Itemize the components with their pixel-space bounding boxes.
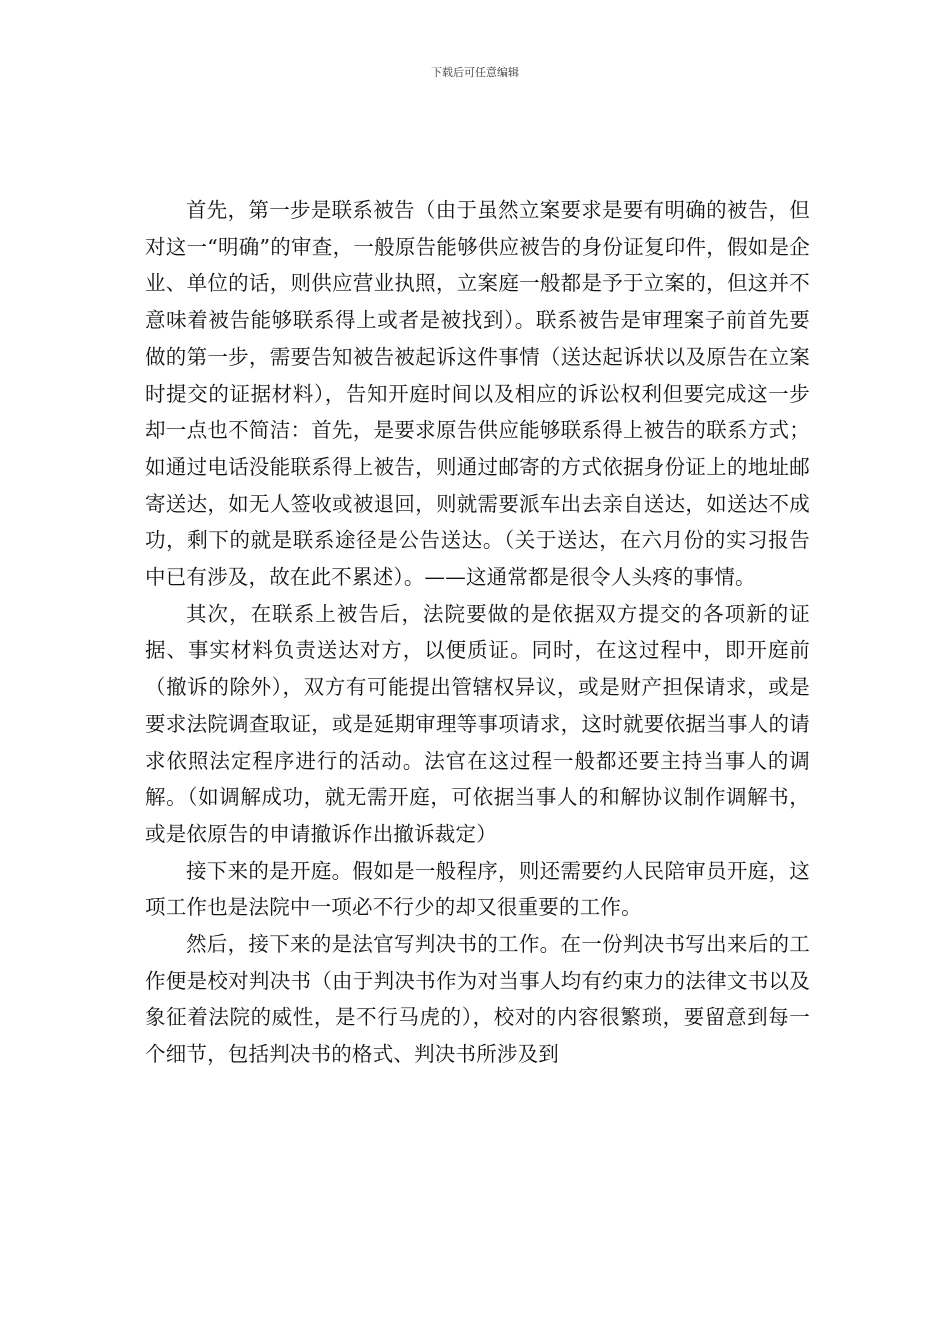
paragraph-judgment-writing: 然后，接下来的是法官写判决书的工作。在一份判决书写出来后的工作便是校对判决书（由于判决书作为对当事人均有约束力的法律文书以及象征着法院的威性，是不行马虎的），校对的内容很繁琐，要留意到每一个细节，包括判决书的格式、判决书所涉及到 xyxy=(145,932,810,1067)
paragraph-court-hearing: 接下来的是开庭。假如是一般程序，则还需要约人民陪审员开庭，这项工作也是法院中一项必不行少的却又很重要的工作。 xyxy=(145,858,810,920)
paragraph-evidence-exchange: 其次，在联系上被告后，法院要做的是依据双方提交的各项新的证据、事实材料负责送达对方，以便质证。同时，在这过程中，即开庭前（撤诉的除外），双方有可能提出管辖权异议，或是财产担保请求，或是要求法院调查取证，或是延期审理等事项请求，这时就要依据当事人的请求依照法定程序进行的活动。法官在这过程一般都还要主持当事人的调解。（如调解成功，就无需开庭，可依据当事人的和解协议制作调解书，或是依原告的申请撤诉作出撤诉裁定） xyxy=(145,601,810,846)
document-body xyxy=(145,192,810,1073)
page-header: 下载后可任意编辑 xyxy=(431,66,519,79)
paragraph-contacting-defendant: 首先，第一步是联系被告（由于虽然立案要求是要有明确的被告，但对这一“明确”的审查，一般原告能够供应被告的身份证复印件，假如是企业、单位的话，则供应营业执照，立案庭一般都是予于立案的，但这并不意味着被告能够联系得上或者是被找到）。联系被告是审理案子前首先要做的第一步，需要告知被告被起诉这件事情（送达起诉状以及原告在立案时提交的证据材料），告知开庭时间以及相应的诉讼权利但要完成这一步却一点也不简洁：首先，是要求原告供应能够联系得上被告的联系方式；如通过电话没能联系得上被告，则通过邮寄的方式依据身份证上的地址邮寄送达，如无人签收或被退回，则就需要派车出去亲自送达，如送达不成功，剩下的就是联系途径是公告送达。（关于送达，在六月份的实习报告中已有涉及，故在此不累述）。——这通常都是很令人头疼的事情。 xyxy=(145,198,810,590)
